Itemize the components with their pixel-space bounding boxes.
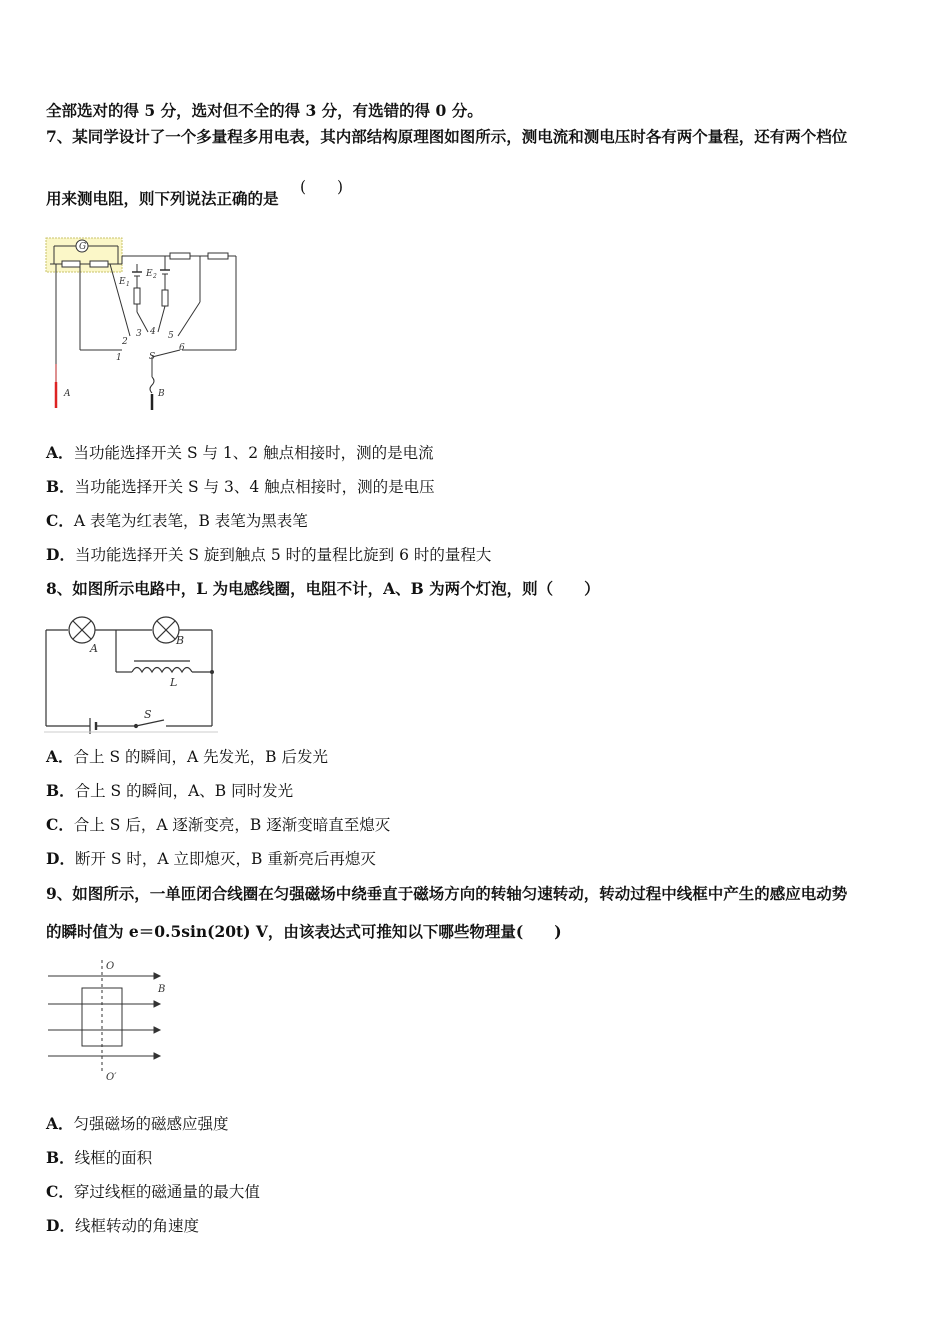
q8-option-c[interactable]: C．合上 S 后，A 逐渐变亮，B 逐渐变暗直至熄灭 <box>46 815 391 834</box>
svg-text:1: 1 <box>126 281 130 288</box>
svg-text:B: B <box>176 634 185 647</box>
q9-option-c[interactable]: C．穿过线框的磁通量的最大值 <box>46 1182 260 1201</box>
svg-text:G: G <box>79 242 87 252</box>
svg-text:A: A <box>64 389 71 399</box>
svg-text:5: 5 <box>168 331 174 341</box>
q7-stem-line2: 用来测电阻，则下列说法正确的是 <box>46 189 279 208</box>
q8-circuit-figure <box>44 614 220 736</box>
q9-option-d[interactable]: D．线框转动的角速度 <box>46 1216 199 1235</box>
q9-option-a[interactable]: A．匀强磁场的磁感应强度 <box>46 1114 229 1133</box>
svg-text:2: 2 <box>153 273 157 280</box>
svg-text:S: S <box>144 708 152 721</box>
q8-option-a[interactable]: A．合上 S 的瞬间，A 先发光，B 后发光 <box>46 747 328 766</box>
svg-text:A: A <box>90 642 98 655</box>
q7-option-b[interactable]: B．当功能选择开关 S 与 3、4 触点相接时，测的是电压 <box>46 477 435 496</box>
q9-stem-line1: 9、如图所示，一单匝闭合线圈在匀强磁场中绕垂直于磁场方向的转轴匀速转动，转动过程中线框中产生的感应电动势 <box>46 884 848 903</box>
multiplier-resistor-2 <box>208 253 228 259</box>
shunt-resistor-2 <box>90 261 108 267</box>
svg-text:B: B <box>158 389 165 399</box>
q8-option-b[interactable]: B．合上 S 的瞬间，A、B 同时发光 <box>46 781 294 800</box>
svg-text:E: E <box>119 277 126 287</box>
q7-option-c[interactable]: C．A 表笔为红表笔，B 表笔为黑表笔 <box>46 511 308 530</box>
q7-stem-line1: 7、某同学设计了一个多量程多用电表，其内部结构原理图如图所示，测电流和测电压时各有两个量程，还有两个档位 <box>46 127 848 146</box>
svg-text:6: 6 <box>179 343 185 353</box>
q9-option-b[interactable]: B．线框的面积 <box>46 1148 153 1167</box>
svg-text:B: B <box>158 984 166 995</box>
svg-text:2: 2 <box>122 337 128 347</box>
svg-text:1: 1 <box>116 353 122 363</box>
svg-text:4: 4 <box>150 327 156 337</box>
svg-text:3: 3 <box>136 329 142 339</box>
q8-option-d[interactable]: D．断开 S 时，A 立即熄灭，B 重新亮后再熄灭 <box>46 849 376 868</box>
svg-text:O′: O′ <box>106 1072 117 1083</box>
multiplier-resistor-1 <box>170 253 190 259</box>
q7-option-d[interactable]: D．当功能选择开关 S 旋到触点 5 时的量程比旋到 6 时的量程大 <box>46 545 492 564</box>
q9-coil-figure <box>44 956 180 1086</box>
svg-text:L: L <box>170 676 178 689</box>
q9-stem-line2: 的瞬时值为 e＝0.5sin(20t) V，由该表达式可推知以下哪些物理量( ) <box>46 922 562 941</box>
inductor-coil-icon <box>132 668 192 673</box>
intro-text: 全部选对的得 5 分，选对但不全的得 3 分，有选错的得 0 分。 <box>46 101 483 120</box>
svg-text:E: E <box>146 269 153 279</box>
q7-multimeter-figure <box>40 232 250 417</box>
q7-answer-paren: ( ) <box>300 178 344 196</box>
q8-stem: 8、如图所示电路中，L 为电感线圈，电阻不计，A、B 为两个灯泡，则（ ） <box>46 579 600 598</box>
svg-text:S: S <box>149 352 156 362</box>
svg-text:O: O <box>106 961 115 972</box>
shunt-resistor-1 <box>62 261 80 267</box>
q7-option-a[interactable]: A．当功能选择开关 S 与 1、2 触点相接时，测的是电流 <box>46 443 434 462</box>
